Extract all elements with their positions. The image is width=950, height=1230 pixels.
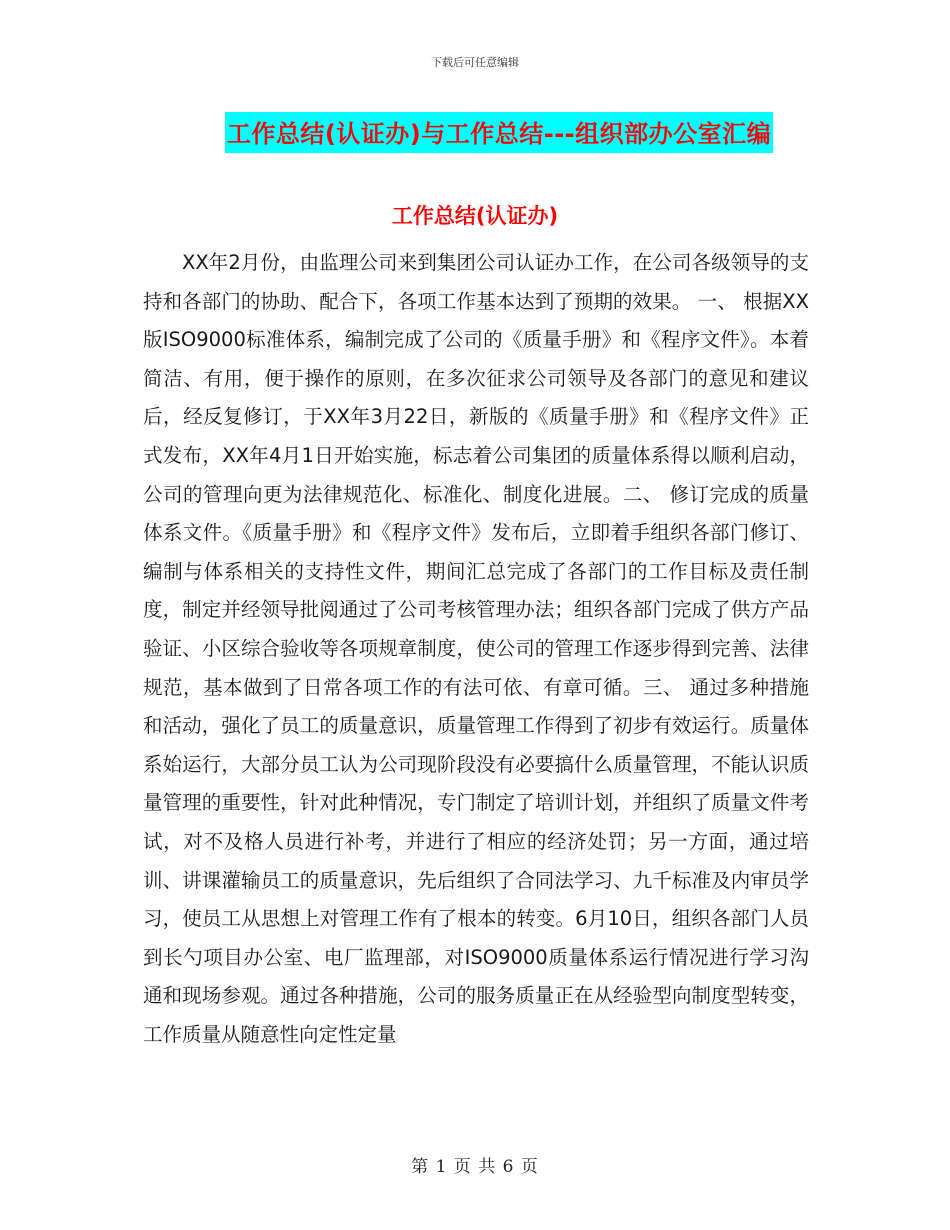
- page-header-note: 下载后可任意编辑: [431, 56, 519, 69]
- section-title: 工作总结(认证办): [391, 204, 559, 228]
- document-title: 工作总结(认证办)与工作总结---组织部办公室汇编: [225, 112, 773, 153]
- document-title-container: [0, 112, 950, 153]
- page-number: 第 1 页 共 6 页: [411, 1157, 539, 1177]
- body-paragraph: XX年2月份，由监理公司来到集团公司认证办工作，在公司各级领导的支持和各部门的协助、配合下，各项工作基本达到了预期的效果。 一、 根据XX版ISO9000标准体系，编制完成了公司的《质量手册》和《程序文件》。本着简洁、有用，便于操作的原则，在多次征求公司领导及各部门的意见和建议后，经反复修订，于XX年3月22日，新版的《质量手册》和《程序文件》正式发布，XX年4月1日开始实施，标志着公司集团的质量体系得以顺利启动，公司的管理向更为法律规范化、标准化、制度化进展。二、 修订完成的质量体系文件。《质量手册》和《程序文件》发布后，立即着手组织各部门修订、编制与体系相关的支持性文件，期间汇总完成了各部门的工作目标及责任制度，制定并经领导批阅通过了公司考核管理办法；组织各部门完成了供方产品验证、小区综合验收等各项规章制度，使公司的管理工作逐步得到完善、法律规范，基本做到了日常各项工作的有法可依、有章可循。三、 通过多种措施和活动，强化了员工的质量意识，质量管理工作得到了初步有效运行。质量体系始运行，大部分员工认为公司现阶段没有必要搞什么质量管理，不能认识质量管理的重要性，针对此种情况，专门制定了培训计划，并组织了质量文件考试，对不及格人员进行补考，并进行了相应的经济处罚；另一方面，通过培训、讲课灌输员工的质量意识，先后组织了合同法学习、九千标准及内审员学习，使员工从思想上对管理工作有了根本的转变。6月10日，组织各部门人员到长勺项目办公室、电厂监理部，对ISO9000质量体系运行情况进行学习沟通和现场参观。通过各种措施，公司的服务质量正在从经验型向制度型转变，工作质量从随意性向定性定量: [143, 251, 809, 1046]
